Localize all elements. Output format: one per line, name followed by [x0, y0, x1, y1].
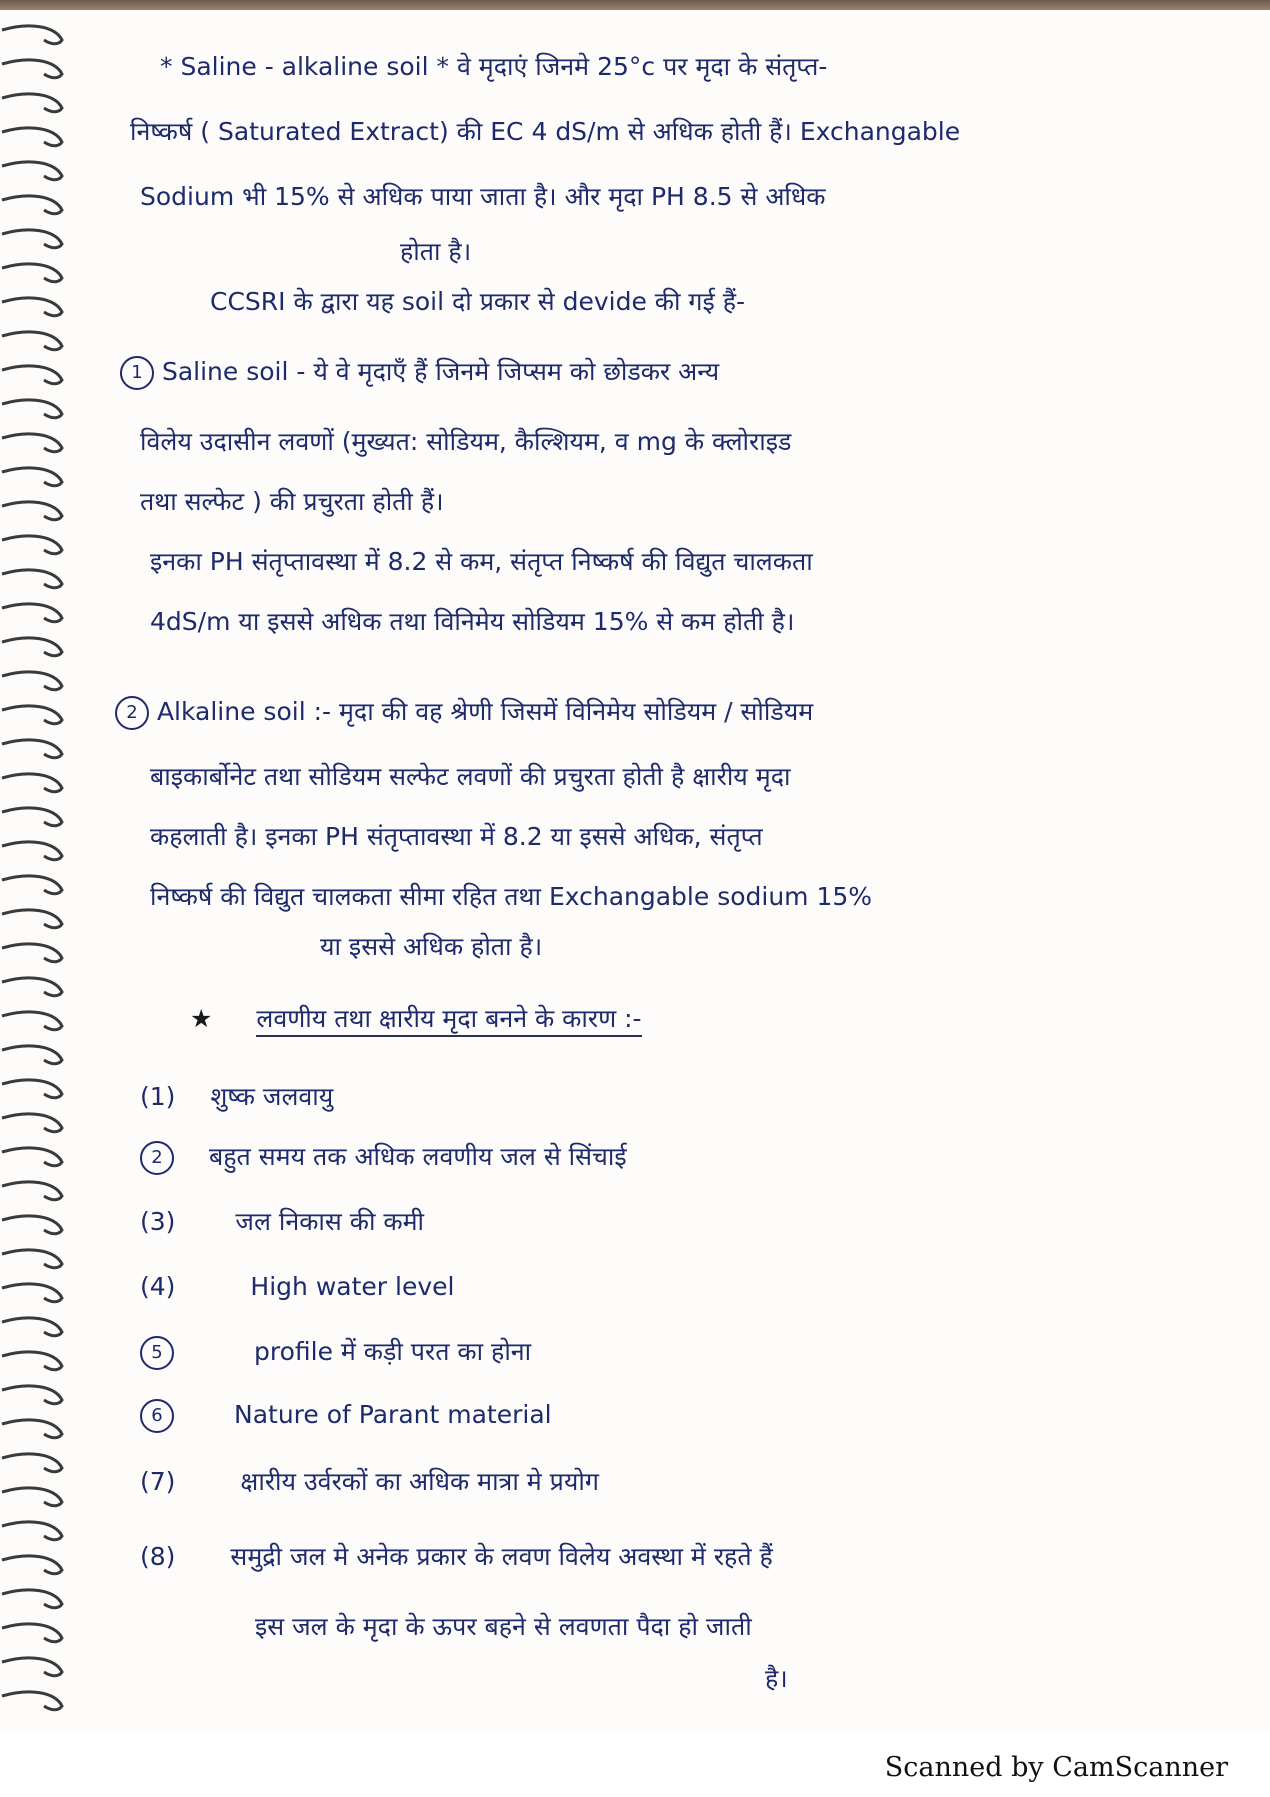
- cause-8-continuation-2: है।: [765, 1664, 788, 1693]
- spiral-coil: [2, 468, 62, 486]
- alkaline-number: 2: [115, 696, 149, 730]
- cause-item: [140, 1205, 424, 1239]
- spiral-coil: [2, 332, 62, 350]
- saline-heading: [120, 355, 719, 390]
- spiral-coil: [2, 1080, 62, 1098]
- spiral-coil: [2, 26, 62, 44]
- spiral-coil: [2, 94, 62, 112]
- spiral-coil: [2, 1658, 62, 1676]
- spiral-coil: [2, 1556, 62, 1574]
- intro-line-5: CCSRI के द्वारा यह soil दो प्रकार से devide की गई हैं-: [210, 287, 746, 316]
- cause-item: [140, 1080, 333, 1114]
- cause-number: (8): [140, 1542, 176, 1571]
- spiral-coil: [2, 128, 62, 146]
- alkaline-heading: [115, 695, 813, 730]
- spiral-coil: [2, 1284, 62, 1302]
- cause-number: (4): [140, 1272, 176, 1301]
- spiral-binding: [0, 10, 78, 1730]
- cause-text: High water level: [250, 1272, 455, 1301]
- spiral-coil: [2, 502, 62, 520]
- cause-item: [140, 1540, 773, 1574]
- spiral-coil: [2, 944, 62, 962]
- causes-heading: लवणीय तथा क्षारीय मृदा बनने के कारण :-: [256, 1004, 641, 1037]
- spiral-coil: [2, 230, 62, 248]
- spiral-coil: [2, 774, 62, 792]
- cause-item: [140, 1140, 627, 1175]
- spiral-coil: [2, 1148, 62, 1166]
- spiral-coil: [2, 1046, 62, 1064]
- spiral-coil: [2, 434, 62, 452]
- spiral-coil: [2, 1454, 62, 1472]
- causes-heading-row: [190, 1002, 642, 1036]
- cause-number: (1): [140, 1082, 176, 1111]
- spiral-coil: [2, 1216, 62, 1234]
- spiral-coil: [2, 672, 62, 690]
- spiral-coil: [2, 1692, 62, 1710]
- cause-text: जल निकास की कमी: [235, 1207, 424, 1236]
- alkaline-line-2: बाइकार्बोनेट तथा सोडियम सल्फेट लवणों की प्रचुरता होती है क्षारीय मृदा: [150, 762, 791, 791]
- spiral-coil: [2, 570, 62, 588]
- cause-item: [140, 1270, 454, 1304]
- spiral-coil: [2, 706, 62, 724]
- spiral-coil: [2, 60, 62, 78]
- cause-text: शुष्क जलवायु: [210, 1082, 334, 1111]
- cause-item: [140, 1398, 552, 1433]
- alkaline-line-5: या इससे अधिक होता है।: [320, 932, 543, 961]
- cause-text: Nature of Parant material: [234, 1400, 552, 1429]
- spiral-coil: [2, 162, 62, 180]
- spiral-coil: [2, 400, 62, 418]
- star-bullet: ★: [190, 1004, 213, 1033]
- spiral-coil: [2, 1488, 62, 1506]
- alkaline-line-4: निष्कर्ष की विद्युत चालकता सीमा रहित तथा Exchangable sodium 15%: [150, 882, 873, 911]
- spiral-coil: [2, 1352, 62, 1370]
- intro-line-4: होता है।: [400, 237, 472, 266]
- scanner-watermark: Scanned by CamScanner: [884, 1752, 1228, 1783]
- cause-number: 5: [140, 1336, 174, 1370]
- saline-line-4: इनका PH संतृप्तावस्था में 8.2 से कम, संतृप्त निष्कर्ष की विद्युत चालकता: [150, 547, 813, 576]
- alkaline-line-1: Alkaline soil :- मृदा की वह श्रेणी जिसमें विनिमेय सोडियम / सोडियम: [156, 697, 814, 726]
- cause-text: profile में कड़ी परत का होना: [254, 1337, 532, 1366]
- spiral-coil: [2, 264, 62, 282]
- spiral-coil: [2, 1012, 62, 1030]
- cause-item: [140, 1335, 531, 1370]
- spiral-coil: [2, 604, 62, 622]
- spiral-coil: [2, 536, 62, 554]
- spiral-coil: [2, 910, 62, 928]
- spiral-coil: [2, 876, 62, 894]
- spiral-coil: [2, 808, 62, 826]
- saline-line-5: 4dS/m या इससे अधिक तथा विनिमेय सोडियम 15% से कम होती है।: [150, 607, 795, 636]
- intro-line-1: * Saline - alkaline soil * वे मृदाएं जिनमे 25°c पर मृदा के संतृप्त-: [160, 52, 828, 81]
- cause-text: समुद्री जल मे अनेक प्रकार के लवण विलेय अवस्था में रहते हैं: [230, 1542, 773, 1571]
- cause-number: 2: [140, 1141, 174, 1175]
- saline-line-2: विलेय उदासीन लवणों (मुख्यत: सोडियम, कैल्शियम, व mg के क्लोराइड: [140, 427, 792, 456]
- cause-number: (7): [140, 1467, 176, 1496]
- cause-text: बहुत समय तक अधिक लवणीय जल से सिंचाई: [209, 1142, 627, 1171]
- spiral-coil: [2, 978, 62, 996]
- cause-number: 6: [140, 1399, 174, 1433]
- saline-line-1: Saline soil - ये वे मृदाएँ हैं जिनमे जिप्सम को छोडकर अन्य: [161, 357, 720, 386]
- cause-text: क्षारीय उर्वरकों का अधिक मात्रा मे प्रयोग: [240, 1467, 599, 1496]
- cause-item: [140, 1465, 599, 1499]
- spiral-coil: [2, 1386, 62, 1404]
- intro-line-3: Sodium भी 15% से अधिक पाया जाता है। और मृदा PH 8.5 से अधिक: [140, 182, 826, 211]
- spiral-coil: [2, 366, 62, 384]
- spiral-coil: [2, 1182, 62, 1200]
- saline-number: 1: [120, 356, 154, 390]
- spiral-coil: [2, 196, 62, 214]
- spiral-coil: [2, 298, 62, 316]
- spiral-coil: [2, 842, 62, 860]
- intro-line-2: निष्कर्ष ( Saturated Extract) की EC 4 dS/m से अधिक होती हैं। Exchangable: [130, 117, 961, 146]
- spiral-coil: [2, 1590, 62, 1608]
- spiral-coil: [2, 1114, 62, 1132]
- spiral-coil: [2, 1250, 62, 1268]
- spiral-coil: [2, 1624, 62, 1642]
- spiral-coil: [2, 740, 62, 758]
- spiral-coil: [2, 638, 62, 656]
- cause-number: (3): [140, 1207, 176, 1236]
- spiral-coil: [2, 1522, 62, 1540]
- spiral-coil: [2, 1420, 62, 1438]
- saline-line-3: तथा सल्फेट ) की प्रचुरता होती हैं।: [140, 487, 444, 516]
- alkaline-line-3: कहलाती है। इनका PH संतृप्तावस्था में 8.2 या इससे अधिक, संतृप्त: [150, 822, 763, 851]
- spiral-coil: [2, 1318, 62, 1336]
- cause-8-continuation-1: इस जल के मृदा के ऊपर बहने से लवणता पैदा हो जाती: [255, 1612, 752, 1641]
